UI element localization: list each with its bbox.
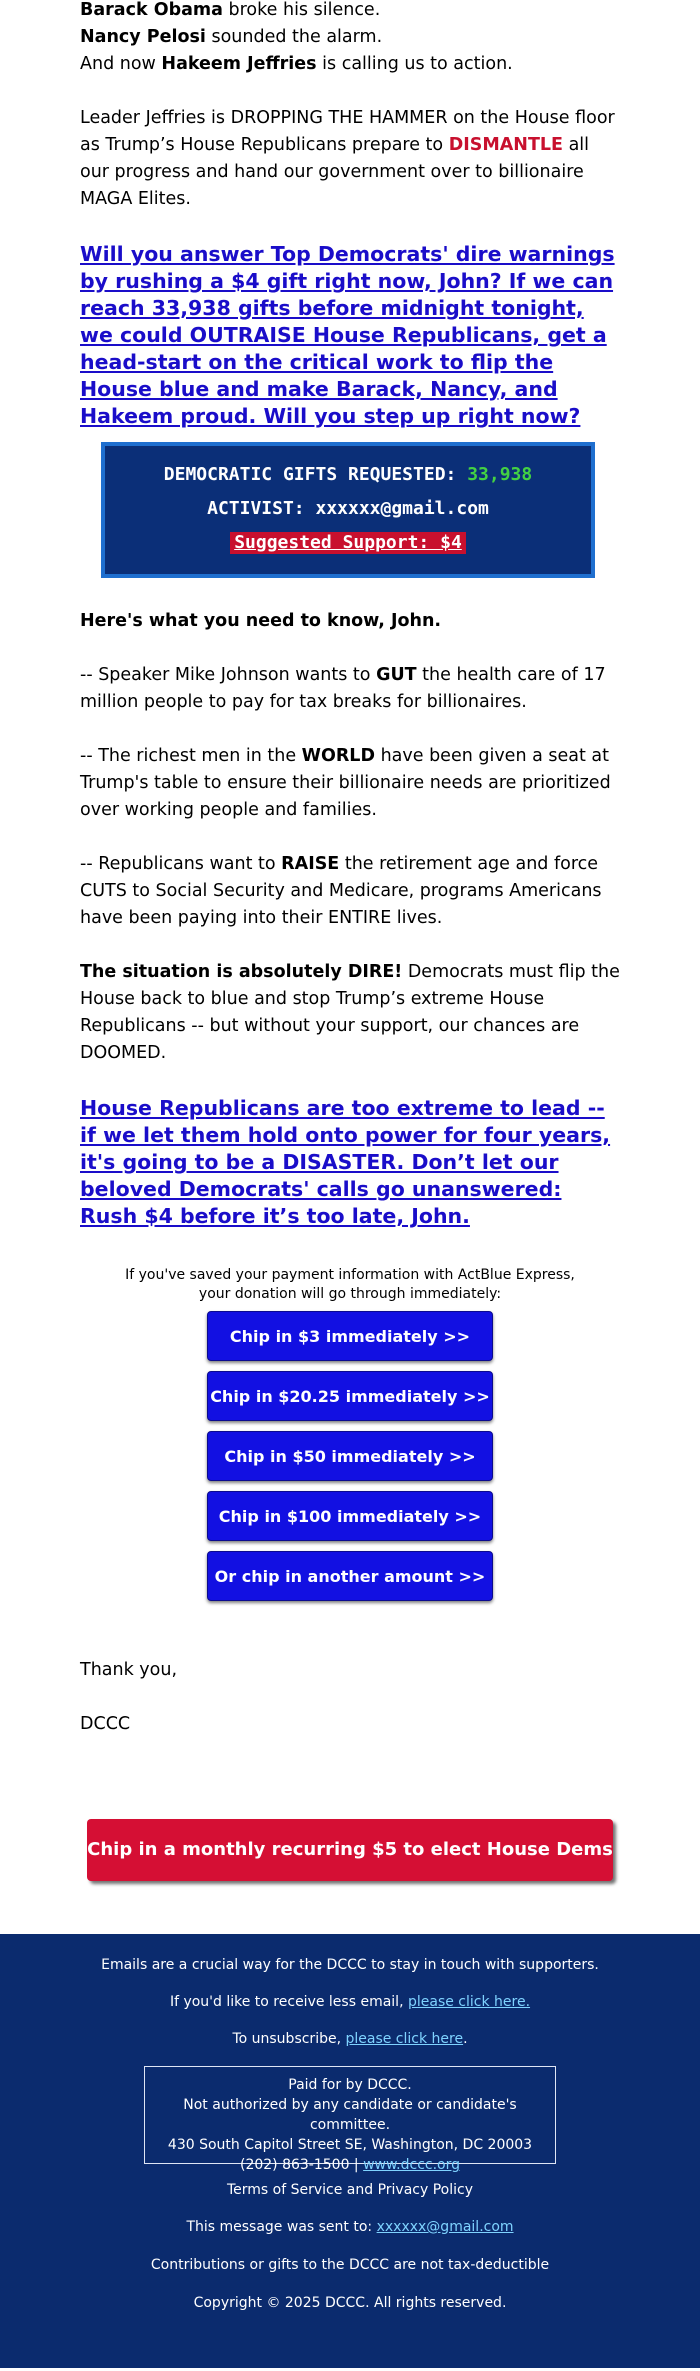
dire-rest: Democrats must flip the House back to blue and stop Trump’s extreme House Republicans -- but without your support, our chances are DOOMED. — [80, 962, 620, 1063]
terms-privacy-link[interactable]: Terms of Service and Privacy Policy — [226, 2182, 473, 2198]
gifts-requested-count: 33,938 — [467, 464, 533, 485]
footer-emails-text: Emails are a crucial way for the DCCC to stay in touch with supporters. — [101, 1957, 599, 1973]
footer-sent-to — [0, 2217, 700, 2237]
intro-name-jeffries: Hakeem Jeffries — [161, 54, 317, 74]
know-heading: Here's what you need to know, John. — [80, 611, 442, 631]
footer-copyright: Copyright © 2025 DCCC. All rights reserved. — [193, 2295, 507, 2311]
footer-less-email-text: If you'd like to receive less email, — [169, 1994, 408, 2010]
intro-text-2: sounded the alarm. — [205, 27, 383, 47]
closing-thanks: Thank you, — [80, 1660, 178, 1680]
point-gut-post: the health care of 17 million people to pay for tax breaks for billionaires. — [80, 665, 606, 712]
point-gut-bold: GUT — [376, 665, 417, 685]
hammer-text-post: all our progress and hand our government over to billionaire MAGA Elites. — [80, 135, 590, 209]
intro-text-3a: And now — [80, 54, 162, 74]
website-link[interactable]: www.dccc.org — [363, 2157, 461, 2173]
footer-less-email — [0, 1992, 700, 2012]
hammer-paragraph — [80, 105, 620, 213]
intro-name-pelosi: Nancy Pelosi — [80, 27, 206, 47]
footer-unsubscribe-text: To unsubscribe, — [232, 2031, 346, 2047]
paid-for-line: Paid for by DCCC. — [288, 2077, 412, 2093]
gift-tally-box — [101, 442, 595, 578]
intro-line-2 — [80, 24, 620, 51]
hammer-text-pre: Leader Jeffries is DROPPING THE HAMMER on the House floor as Trump’s House Republicans prepare to — [80, 108, 615, 155]
point-world-bold: WORLD — [301, 746, 375, 766]
chip-in-other-button[interactable]: Or chip in another amount >> — [207, 1551, 493, 1601]
intro-text-3b: is calling us to action. — [316, 54, 513, 74]
point-raise — [80, 851, 620, 932]
email-body — [80, 0, 620, 1738]
actblue-express-note-1: If you've saved your payment information with ActBlue Express, — [125, 1267, 575, 1283]
footer-unsubscribe — [0, 2029, 700, 2049]
gifts-requested-row — [105, 464, 591, 486]
intro-line-3 — [80, 51, 620, 78]
point-world — [80, 743, 620, 824]
unsubscribe-link[interactable]: please click here — [345, 2031, 464, 2047]
point-raise-pre: -- Republicans want to — [80, 854, 282, 874]
dismantle-word: DISMANTLE — [448, 135, 563, 155]
point-world-pre: -- The richest men in the — [80, 746, 302, 766]
donate-link-secondary[interactable]: House Republicans are too extreme to lead -- if we let them hold onto power for four years, it's going to be a DISASTER. Don’t let our beloved Democrats' calls go unanswered: Rush $4 before it’s too late, John. — [80, 1096, 611, 1228]
dire-bold: The situation is absolutely DIRE! — [80, 962, 403, 982]
chip-in-3-button[interactable]: Chip in $3 immediately >> — [207, 1311, 493, 1361]
footer-tax-note: Contributions or gifts to the DCCC are not tax-deductible — [150, 2257, 550, 2273]
monthly-recurring-button[interactable]: Chip in a monthly recurring $5 to elect House Dems >> — [87, 1819, 613, 1881]
footer-unsubscribe-period: . — [463, 2031, 468, 2047]
phone-website-line — [145, 2155, 555, 2175]
sent-to-text: This message was sent to: — [186, 2219, 377, 2235]
point-gut — [80, 662, 620, 716]
closing-signature: DCCC — [80, 1714, 131, 1734]
point-raise-post: the retirement age and force CUTS to Social Security and Medicare, programs Americans have been paying into their ENTIRE lives. — [80, 854, 602, 928]
sent-to-email-link[interactable]: xxxxxx@gmail.com — [376, 2219, 514, 2235]
point-gut-pre: -- Speaker Mike Johnson wants to — [80, 665, 377, 685]
intro-name-obama: Barack Obama — [80, 0, 223, 20]
donate-link-primary[interactable]: Will you answer Top Democrats' dire warnings by rushing a $4 gift right now, John? If we can reach 33,938 gifts before midnight tonight, we could OUTRAISE House Republicans, get a head-start on the critical work to flip the House blue and make Barack, Nancy, and Hakeem proud. Will you step up right now? — [80, 242, 615, 428]
point-raise-bold: RAISE — [281, 854, 340, 874]
dire-paragraph — [80, 959, 620, 1067]
less-email-link[interactable]: please click here. — [407, 1994, 531, 2010]
phone-text: (202) 863-1500 | — [239, 2157, 364, 2173]
gifts-requested-label: DEMOCRATIC GIFTS REQUESTED: — [163, 464, 468, 485]
chip-in-50-button[interactable]: Chip in $50 immediately >> — [207, 1431, 493, 1481]
intro-line-1 — [80, 0, 620, 24]
intro-text-1: broke his silence. — [222, 0, 381, 20]
suggested-support-row — [105, 532, 591, 554]
not-authorized-line: Not authorized by any candidate or candidate's committee. — [183, 2097, 517, 2133]
chip-in-100-button[interactable]: Chip in $100 immediately >> — [207, 1491, 493, 1541]
activist-row: ACTIVIST: xxxxxx@gmail.com — [207, 498, 489, 519]
actblue-express-note-2: your donation will go through immediately: — [198, 1286, 502, 1302]
suggested-support-link[interactable]: Suggested Support: $4 — [230, 532, 466, 554]
email-footer — [0, 1934, 700, 2368]
chip-in-20-25-button[interactable]: Chip in $20.25 immediately >> — [207, 1371, 493, 1421]
address-line: 430 South Capitol Street SE, Washington, DC 20003 — [167, 2137, 533, 2153]
paid-for-box — [144, 2066, 556, 2173]
point-world-post: have been given a seat at Trump's table to ensure their billionaire needs are prioritized over working people and families. — [80, 746, 611, 820]
